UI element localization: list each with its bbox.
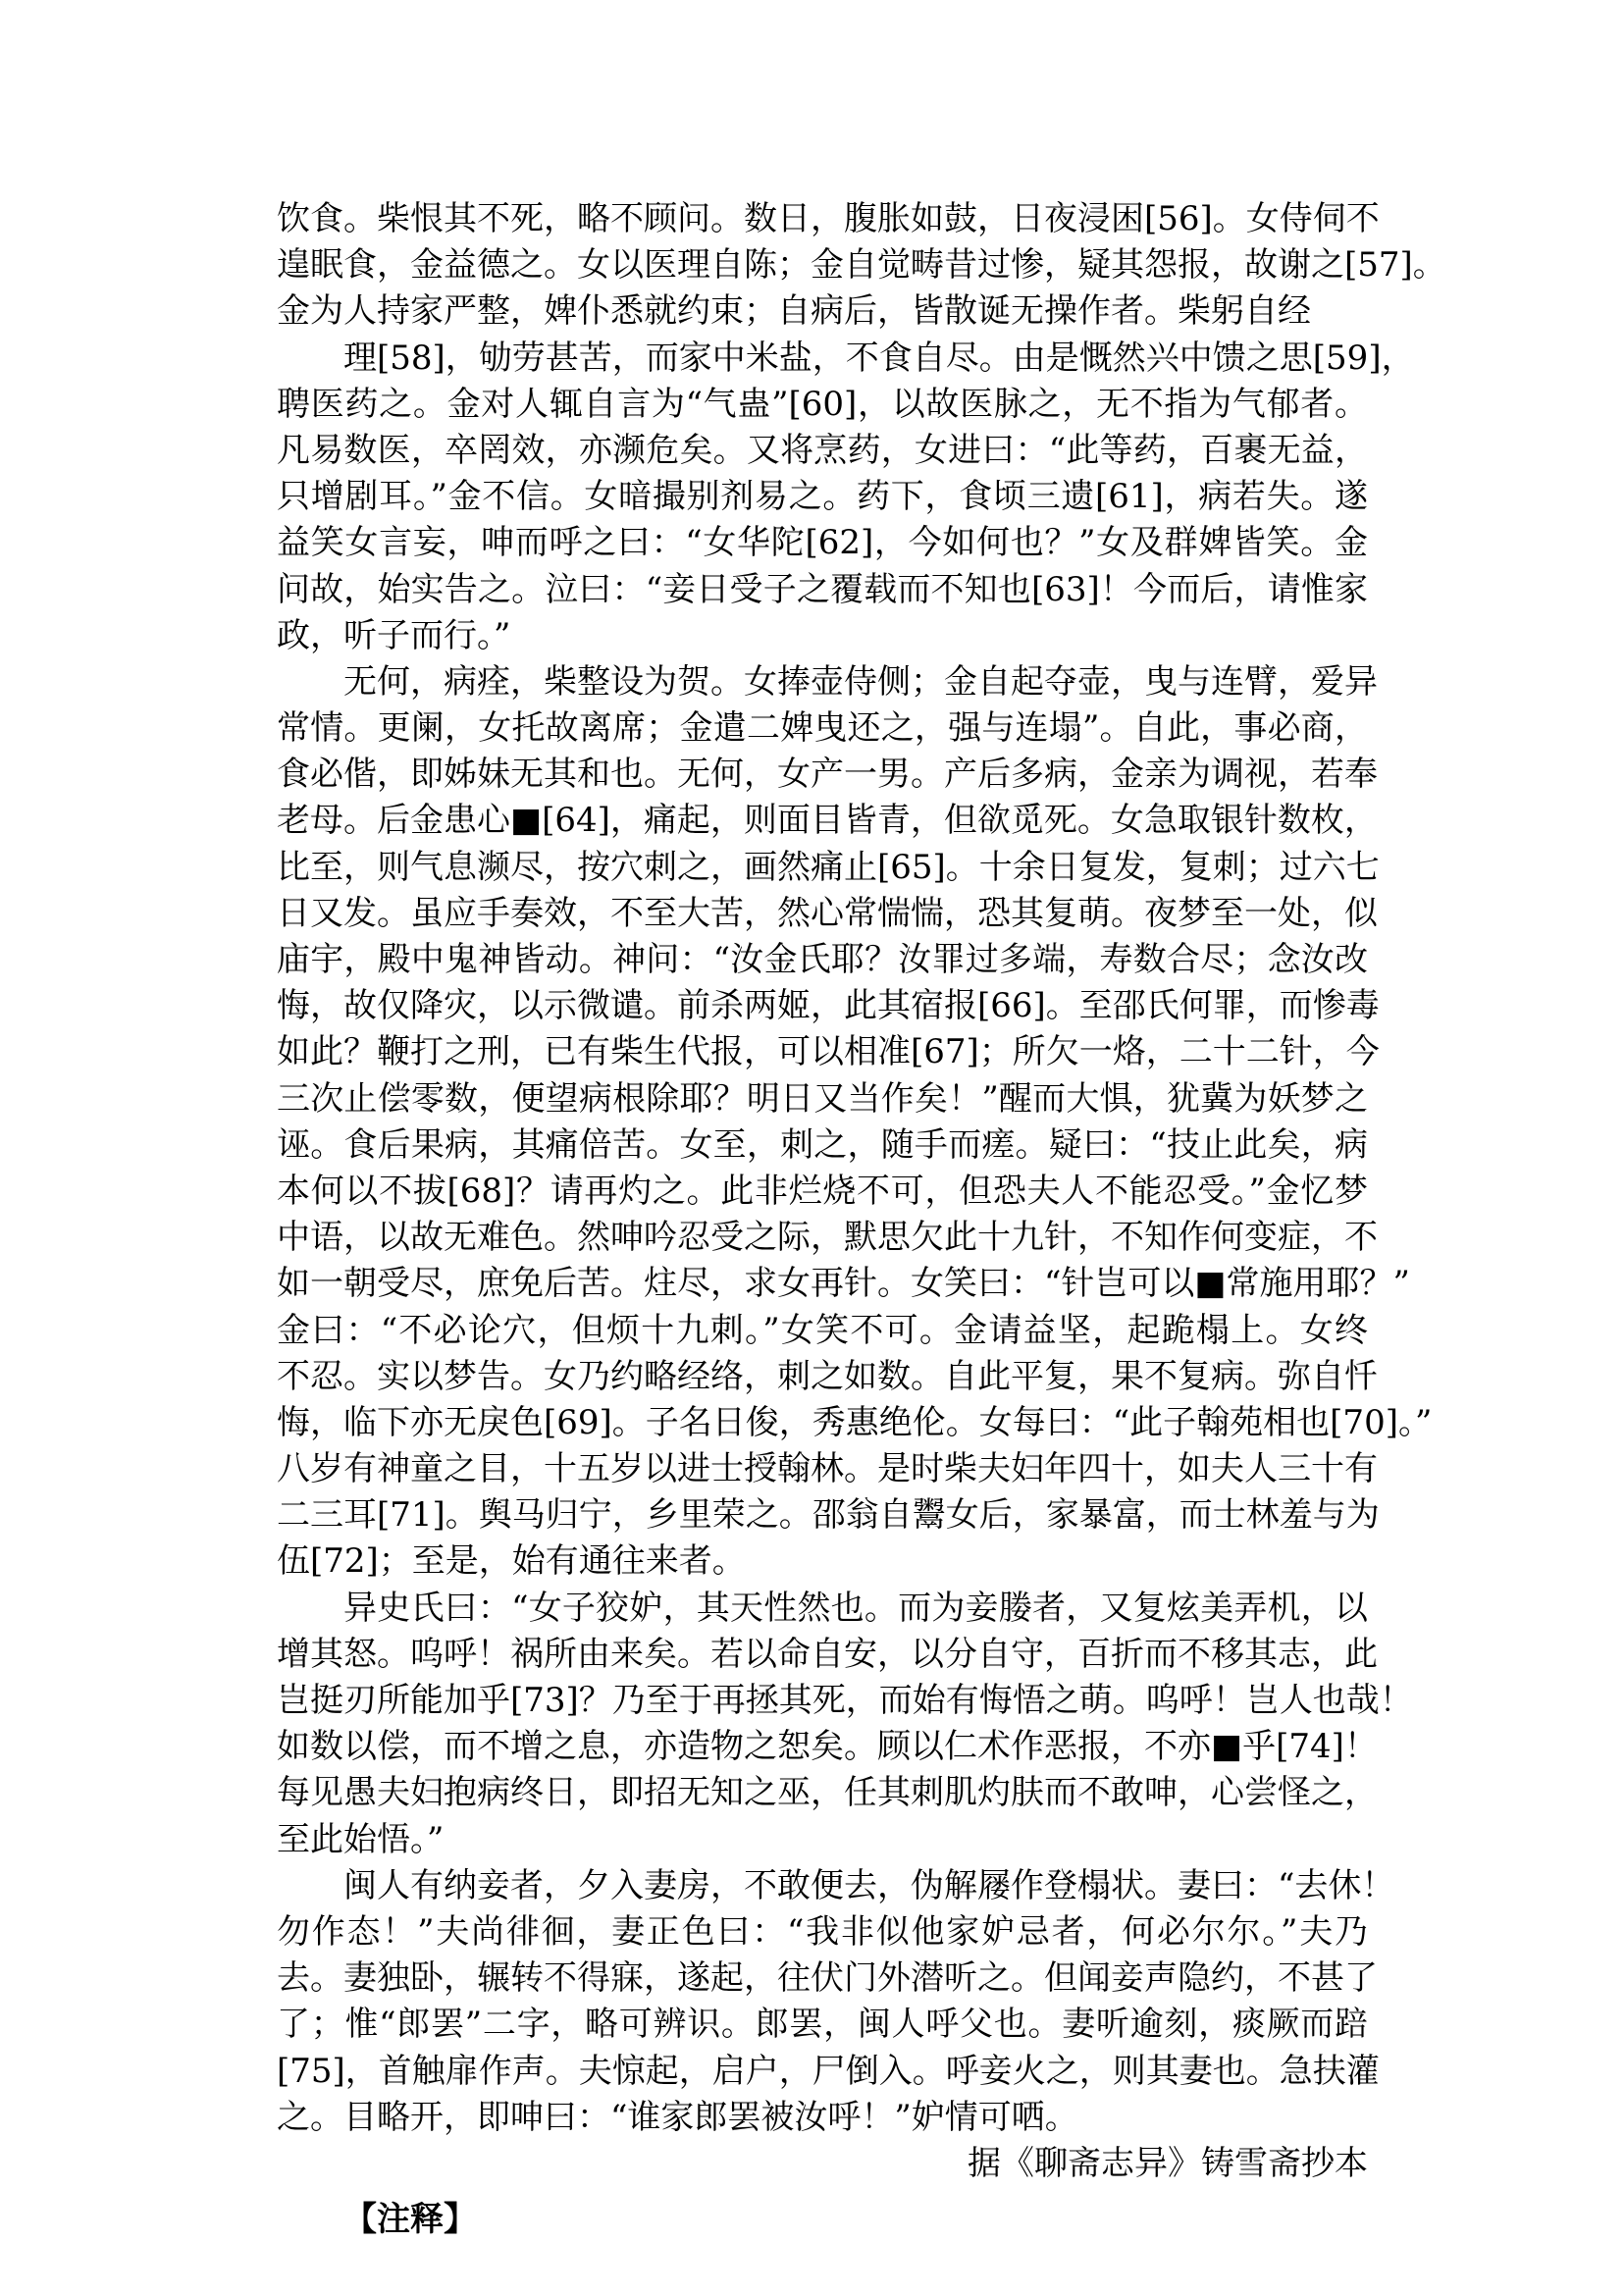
text-line: 诬。食后果病，其痛倍苦。女至，刺之，随手而瘥。疑曰：“技止此矣，病 (277, 1124, 1368, 1165)
paragraph (277, 659, 1433, 1586)
text-line: 闽人有纳妾者，夕入妻房，不敢便去，伪解屦作登榻状。妻曰：“去休！ (343, 1865, 1395, 1905)
text-line: 伍[72]；至是，始有通往来者。 (277, 1541, 746, 1582)
text-line: 异史氏曰：“女子狡妒，其天性然也。而为妾媵者，又复炫美弄机，以 (343, 1588, 1368, 1628)
body-text (277, 196, 1446, 2141)
text-line: 去。妻独卧，辗转不得寐，遂起，往伏门外潜听之。但闻妾声隐约，不甚了 (277, 1958, 1378, 1999)
paragraph (277, 196, 1446, 336)
text-line: 遑眠食，金益德之。女以医理自陈；金自觉畴昔过惨，疑其怨报，故谢之[57]。 (277, 245, 1446, 286)
text-line: 常情。更阑，女托故离席；金遣二婢曳还之，强与连塌”。自此，事必商， (277, 708, 1368, 749)
text-line: 食必偕，即姊妹无其和也。无何，女产一男。产后多病，金亲为调视，若奉 (277, 755, 1378, 795)
text-line: 如一朝受尽，庶免后苦。炷尽，求女再针。女笑曰：“针岂可以■常施用耶？” (277, 1264, 1410, 1304)
text-line: 饮食。柴恨其不死，略不顾问。数日，腹胀如鼓，日夜浸困[56]。女侍伺不 (277, 199, 1380, 238)
text-line: 八岁有神童之目，十五岁以进士授翰林。是时柴夫妇年四十，如夫人三十有 (277, 1449, 1378, 1489)
text-line: 如数以偿，而不增之息，亦造物之恕矣。顾以仁术作恶报，不亦■乎[74]！ (277, 1727, 1378, 1767)
text-line: 日又发。虽应手奏效，不至大苦，然心常惴惴，恐其复萌。夜梦至一处，似 (277, 893, 1378, 933)
paragraph (277, 336, 1415, 659)
source-citation: 据《聊斋志异》铸雪斋抄本 (968, 2143, 1368, 2183)
text-line: 二三耳[71]。舆马归宁，乡里荣之。邵翁自鬻女后，家暴富，而士林羞与为 (277, 1495, 1380, 1536)
text-line: 金曰：“不必论穴，但烦十九刺。”女笑不可。金请益坚，起跪榻上。女终 (277, 1310, 1368, 1350)
text-line: 如此？鞭打之刑，已有柴生代报，可以相准[67]；所欠一烙，二十二针，今 (277, 1032, 1380, 1072)
text-line: 聘医药之。金对人辄自言为“气蛊”[60]，以故医脉之，无不指为气郁者。 (277, 384, 1368, 424)
text-line: 增其怒。呜呼！祸所由来矣。若以命自安，以分自守，百折而不移其志，此 (277, 1634, 1378, 1674)
text-line: 岂挺刃所能加乎[73]？乃至于再拯其死，而始有悔悟之萌。呜呼！岂人也哉！ (277, 1681, 1413, 1720)
text-line: 庙宇，殿中鬼神皆动。神问：“汝金氏耶？汝罪过多端，寿数合尽；念汝改 (277, 940, 1368, 979)
document-page (277, 196, 1446, 2244)
text-line: 了；惟“郎罢”二字，略可辨识。郎罢，闽人呼父也。妻听逾刻，痰厥而踣 (277, 2005, 1368, 2045)
text-line: 凡易数医，卒罔效，亦濒危矣。又将烹药，女进曰：“此等药，百裹无益， (277, 430, 1368, 470)
text-line: 问故，始实告之。泣曰：“妾日受子之覆载而不知也[63]！今而后，请惟家 (277, 569, 1368, 609)
text-line: 中语，以故无难色。然呻吟忍受之际，默思欠此十九针，不知作何变症，不 (277, 1218, 1378, 1258)
text-line: 比至，则气息濒尽，按穴刺之，画然痛止[65]。十余日复发，复刺；过六七 (277, 847, 1380, 887)
text-line: 不忍。实以梦告。女乃约略经络，刺之如数。自此平复，果不复病。弥自忏 (277, 1356, 1378, 1396)
text-line: 之。目略开，即呻曰：“谁家郎罢被汝呼！”妒情可哂。 (277, 2097, 1078, 2137)
text-line: 至此始悟。” (277, 1819, 445, 1859)
text-line: 勿作态！”夫尚徘徊，妻正色曰：“我非似他家妒忌者，何必尔尔。”夫乃 (277, 1911, 1368, 1952)
text-line: 悔，临下亦无戾色[69]。子名日俊，秀惠绝伦。女每曰：“此子翰苑相也[70]。” (277, 1402, 1433, 1442)
paragraph (277, 1863, 1395, 2141)
text-line: 本何以不拔[68]？请再灼之。此非烂烧不可，但恐夫人不能忍受。”金忆梦 (277, 1171, 1368, 1211)
paragraph (277, 1586, 1413, 1863)
text-line: 无何，病痊，柴整设为贺。女捧壶侍侧；金自起夺壶，曳与连臂，爱异 (343, 661, 1378, 702)
text-line: 老母。后金患心■[64]，痛起，则面目皆青，但欲觅死。女急取银针数枚， (277, 801, 1378, 841)
text-line: 悔，故仅降灾，以示微谴。前杀两姬，此其宿报[66]。至邵氏何罪，而惨毒 (277, 986, 1380, 1026)
text-line: 益笑女言妄，呻而呼之曰：“女华陀[62]，今如何也？”女及群婢皆笑。金 (277, 523, 1368, 563)
text-line: 政，听子而行。” (277, 615, 511, 655)
text-line: 三次止偿零数，便望病根除耶？明日又当作矣！”醒而大惧，犹冀为妖梦之 (277, 1078, 1368, 1119)
text-line: 每见愚夫妇抱病终日，即招无知之巫，任其刺肌灼肤而不敢呻，心尝怪之， (277, 1773, 1378, 1813)
text-line: 只增剧耳。”金不信。女暗撮别剂易之。药下，食顷三遗[61]，病若失。遂 (277, 477, 1368, 517)
text-line: 金为人持家严整，婢仆悉就约束；自病后，皆散诞无操作者。柴躬自经 (277, 291, 1311, 332)
text-line: [75]，首触扉作声。夫惊起，启户，尸倒入。呼妾火之，则其妻也。急扶灌 (277, 2051, 1380, 2091)
text-line: 理[58]，劬劳甚苦，而家中米盐，不食自尽。由是慨然兴中馈之思[59]， (343, 338, 1415, 378)
notes-heading: 【注释】 (343, 2200, 477, 2240)
